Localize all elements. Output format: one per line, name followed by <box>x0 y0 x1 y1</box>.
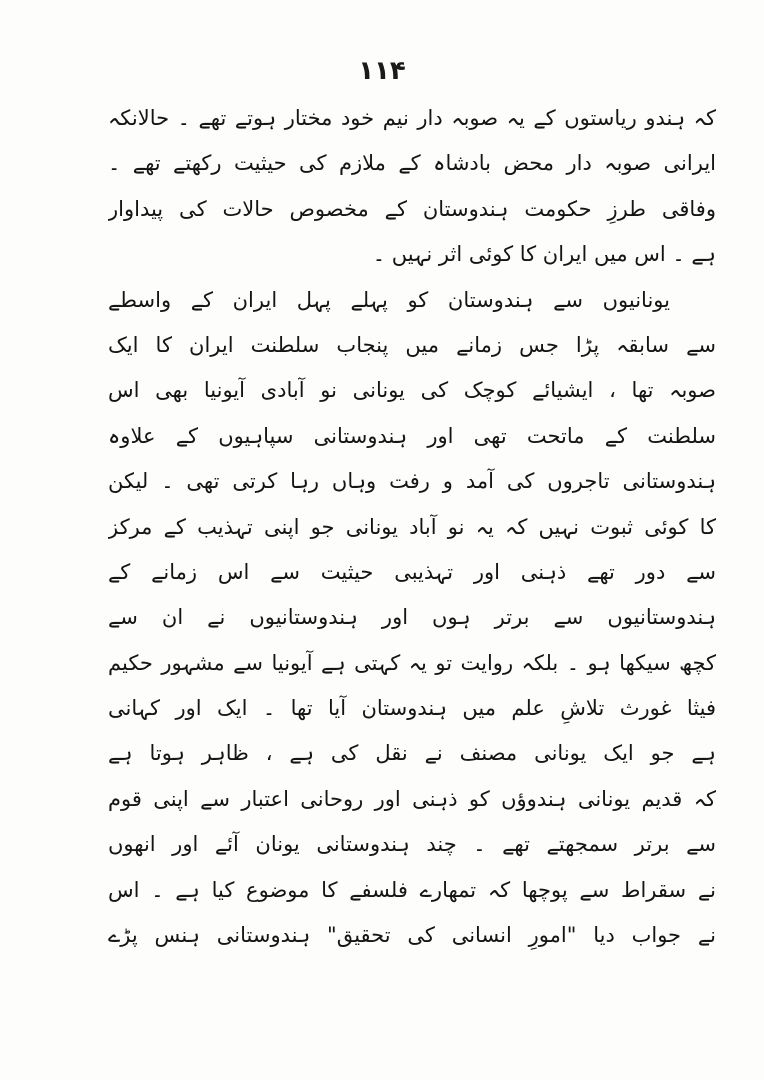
text-line: ہے ۔ اس میں ایران کا کوئی اثر نہیں ۔ <box>372 242 716 267</box>
text-line: ہے جو ایک یونانی مصنف نے نقل کی ہے ، ظاہر ہوتا ہے <box>108 741 716 766</box>
body-text <box>108 96 716 958</box>
text-line: ہندوستانیوں سے برتر ہوں اور ہندوستانیوں نے ان سے <box>108 605 716 630</box>
text-line: یونانیوں سے ہندوستان کو پہلے پہل ایران کے واسطے <box>108 287 670 312</box>
text-line: سلطنت کے ماتحت تھی اور ہندوستانی سپاہیوں کے علاوہ <box>108 423 716 448</box>
text-line: سے دور تھے ذہنی اور تہذیبی حیثیت سے اس زمانے کے <box>108 559 716 584</box>
text-line: فیثا غورث تلاشِ علم میں ہندوستان آیا تھا ۔ ایک اور کہانی <box>108 696 716 721</box>
text-line: ایرانی صوبہ دار محض بادشاہ کے ملازم کی حیثیت رکھتے تھے ۔ <box>108 151 716 176</box>
page-number: ۱۱۴ <box>358 56 406 86</box>
text-line: صوبہ تھا ، ایشیائے کوچک کی یونانی نو آبادی آیونیا بھی اس <box>108 378 716 403</box>
text-line: کا کوئی ثبوت نہیں کہ یہ نو آباد یونانی جو اپنی تہذیب کے مرکز <box>108 514 716 539</box>
text-line: سے برتر سمجھتے تھے ۔ چند ہندوستانی یونان آئے اور انھوں <box>108 832 716 857</box>
text-line: کہ قدیم یونانی ہندوؤں کو ذہنی اور روحانی اعتبار سے اپنی قوم <box>108 786 716 811</box>
text-line: نے سقراط سے پوچھا کہ تمھارے فلسفے کا موضوع کیا ہے ۔ اس <box>108 877 716 902</box>
text-line: ہندوستانی تاجروں کی آمد و رفت وہاں رہا کرتی تھی ۔ لیکن <box>108 469 716 494</box>
text-line: وفاقی طرزِ حکومت ہندوستان کے مخصوص حالات کی پیداوار <box>108 196 716 221</box>
text-line: نے جواب دیا "امورِ انسانی کی تحقیق" ہندوستانی ہنس پڑے <box>108 923 716 948</box>
text-line: کہ ہندو ریاستوں کے یہ صوبہ دار نیم خود مختار ہوتے تھے ۔ حالانکہ <box>108 106 716 130</box>
text-line: سے سابقہ پڑا جس زمانے میں پنجاب سلطنت ایران کا ایک <box>108 332 716 357</box>
text-line: کچھ سیکھا ہو ۔ بلکہ روایت تو یہ کہتی ہے آیونیا سے مشہور حکیم <box>108 650 716 675</box>
